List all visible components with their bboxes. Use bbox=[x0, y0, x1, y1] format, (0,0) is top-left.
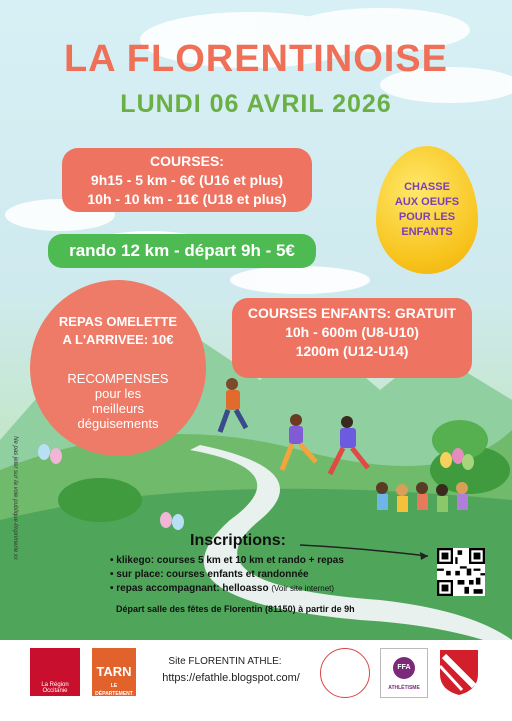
meal-line-2: A L'ARRIVEE: 10€ bbox=[62, 332, 174, 347]
list-item: • klikego: courses 5 km et 10 km et rando + repas bbox=[110, 555, 344, 566]
tarn-logo bbox=[92, 648, 136, 696]
list-item-note: (Voir site internet) bbox=[271, 584, 335, 593]
ffa-logo bbox=[380, 648, 428, 698]
rewards-line: pour les bbox=[94, 386, 142, 401]
site-label: Site FLORENTIN ATHLE: bbox=[168, 656, 282, 667]
list-item-text: sur place: courses enfants et randonnée bbox=[116, 569, 309, 580]
meal-circle bbox=[30, 280, 206, 456]
meal-line-1: REPAS OMELETTE bbox=[58, 314, 178, 329]
kids-races-box bbox=[232, 298, 472, 378]
rando-banner: rando 12 km - départ 9h - 5€ bbox=[48, 234, 316, 268]
rewards-line: meilleurs bbox=[91, 401, 144, 416]
course-line-5km: 9h15 - 5 km - 6€ (U16 et plus) bbox=[90, 172, 284, 188]
site-url-link[interactable]: https://efathle.blogspot.com/ bbox=[162, 672, 300, 684]
list-item-text: repas accompagnant: helloasso bbox=[116, 583, 269, 594]
list-item: • repas accompagnant: helloasso (Voir site internet) bbox=[110, 583, 335, 594]
list-item-text: klikego: courses 5 km et 10 km et rando + repas bbox=[116, 555, 344, 566]
egg-line: POUR LES bbox=[398, 211, 456, 223]
event-date: LUNDI 06 AVRIL 2026 bbox=[120, 90, 392, 118]
footer bbox=[0, 640, 512, 721]
ffa-sub-label: ATHLÉTISME bbox=[388, 685, 420, 691]
poster-title: LA FLORENTINOISE bbox=[63, 38, 449, 80]
list-item: • sur place: courses enfants et randonnée bbox=[110, 569, 309, 580]
course-line-10km: 10h - 10 km - 11€ (U18 et plus) bbox=[87, 191, 287, 207]
courses-heading: COURSES: bbox=[150, 153, 224, 169]
florentin-athle-logo bbox=[320, 648, 370, 698]
departure-info: Départ salle des fêtes de Florentin (81150) à partir de 9h bbox=[116, 604, 355, 614]
tarn-label: TARN bbox=[96, 664, 132, 679]
kids-races-heading: COURSES ENFANTS: GRATUIT bbox=[247, 305, 457, 321]
egg-line: ENFANTS bbox=[401, 226, 453, 238]
egg-line: CHASSE bbox=[404, 181, 450, 193]
shield-logo bbox=[438, 648, 480, 696]
kids-race-line-2: 1200m (U12-U14) bbox=[295, 343, 409, 359]
side-disclaimer: Ne pas jeter sur la voie publique-Imprimerie xx bbox=[12, 436, 18, 560]
ffa-label: FFA bbox=[393, 657, 415, 679]
rewards-text bbox=[30, 371, 206, 431]
courses-box bbox=[62, 148, 312, 212]
inscriptions-title: Inscriptions: bbox=[190, 532, 287, 549]
rewards-line: RECOMPENSES bbox=[67, 371, 169, 386]
bush bbox=[58, 478, 142, 522]
occitanie-label: La Région Occitanie bbox=[41, 682, 69, 694]
kids-race-line-1: 10h - 600m (U8-U10) bbox=[285, 324, 419, 340]
rewards-line: déguisements bbox=[77, 416, 159, 431]
inscriptions-list bbox=[110, 554, 430, 596]
egg-line: AUX OEUFS bbox=[394, 196, 460, 208]
qr-code[interactable] bbox=[437, 548, 485, 596]
cloud bbox=[230, 266, 370, 294]
occitanie-logo bbox=[30, 648, 80, 696]
tarn-sub-label: LE DÉPARTEMENT bbox=[95, 683, 133, 697]
